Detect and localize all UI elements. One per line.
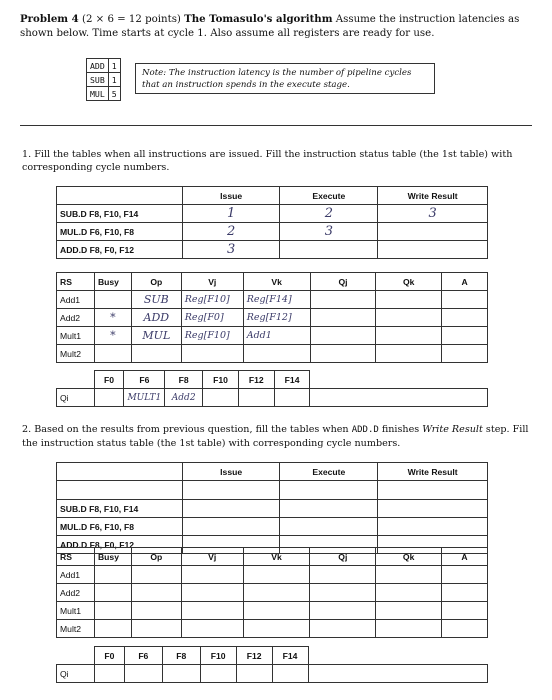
reg-header-f12: F12	[238, 371, 274, 389]
rs-header-vj: Vj	[181, 273, 243, 291]
rs-header-vk: Vk	[243, 273, 310, 291]
reg-header-f8: F8	[162, 647, 200, 665]
question-1	[22, 148, 537, 174]
rs-a[interactable]	[442, 291, 488, 309]
latency-op: SUB	[87, 73, 109, 87]
latency-row	[87, 73, 121, 87]
status-header-row	[57, 463, 488, 481]
rs-a[interactable]	[442, 566, 488, 584]
rs-name: Add2	[57, 584, 95, 602]
rs-op[interactable]: MUL	[131, 327, 181, 345]
rs-header-busy: Busy	[94, 548, 131, 566]
reg-qi-f8[interactable]	[162, 665, 200, 683]
problem-header	[20, 12, 540, 41]
rs-busy[interactable]	[94, 291, 131, 309]
rs-vk[interactable]: Reg[F12]	[243, 309, 310, 327]
rs-header-qj: Qj	[310, 548, 376, 566]
reg-header-spacer	[310, 371, 488, 389]
rs-vk[interactable]	[243, 584, 310, 602]
reg-header-spacer	[308, 647, 487, 665]
execute-cell[interactable]	[280, 518, 378, 536]
rs-vj[interactable]	[181, 620, 243, 638]
rs-qj[interactable]	[310, 309, 376, 327]
reg-qi-f14[interactable]	[272, 665, 308, 683]
write-result-cell[interactable]: 3	[378, 205, 488, 223]
rs-header-rs: RS	[57, 273, 95, 291]
reg-qi-extra	[308, 665, 487, 683]
rs-busy[interactable]: *	[94, 309, 131, 327]
q1-instruction-status-table	[56, 186, 488, 259]
status-header-blank	[57, 463, 183, 481]
q2-register-status-table	[56, 646, 488, 683]
question-2-code: ADD.D	[351, 425, 379, 435]
write-result-cell[interactable]	[378, 241, 488, 259]
instruction-cell: ADD.D F8, F0, F12	[57, 241, 183, 259]
status-row	[57, 241, 488, 259]
latency-table	[86, 58, 121, 101]
rs-row	[57, 620, 488, 638]
rs-row	[57, 584, 488, 602]
status-header-issue: Issue	[182, 187, 280, 205]
status-row	[57, 223, 488, 241]
rs-a[interactable]	[442, 620, 488, 638]
reg-header-f8: F8	[165, 371, 203, 389]
reg-qi-f0[interactable]	[94, 665, 124, 683]
status-header-execute: Execute	[280, 187, 378, 205]
rs-qk[interactable]	[376, 345, 442, 363]
reg-qi-f6[interactable]	[124, 665, 162, 683]
rs-qj[interactable]	[310, 345, 376, 363]
status-header-execute: Execute	[280, 463, 378, 481]
status-header-issue: Issue	[182, 463, 280, 481]
execute-cell[interactable]	[280, 241, 378, 259]
rs-name: Add1	[57, 566, 95, 584]
rs-header-op: Op	[131, 273, 181, 291]
problem-label: Problem 4	[20, 13, 79, 25]
rs-qk[interactable]	[376, 602, 442, 620]
rs-vj[interactable]	[181, 602, 243, 620]
status-row	[57, 481, 488, 500]
latency-op: MUL	[87, 87, 109, 101]
status-row	[57, 518, 488, 536]
problem-points: (2 × 6 = 12 points)	[81, 14, 181, 25]
latency-cycles: 1	[108, 73, 120, 87]
rs-row	[57, 309, 488, 327]
question-2-text-post: step. Fill the instruction status table (the 1st table) with corresponding cycle numbers.	[22, 424, 529, 449]
reg-header-f6: F6	[124, 647, 162, 665]
issue-cell[interactable]: 1	[182, 205, 280, 223]
latency-op: ADD	[87, 59, 109, 73]
rs-qj[interactable]	[310, 291, 376, 309]
latency-note: Note: The instruction latency is the number of pipeline cycles that an instruction spends in the execute stage.	[135, 63, 435, 94]
q2-instruction-status-table	[56, 462, 488, 554]
reg-qi-f12[interactable]	[238, 389, 274, 407]
question-2-number: 2.	[22, 424, 32, 435]
rs-a[interactable]	[442, 309, 488, 327]
rs-header-vj: Vj	[181, 548, 243, 566]
rs-name: Mult2	[57, 345, 95, 363]
write-result-cell[interactable]	[378, 518, 488, 536]
rs-a[interactable]	[442, 345, 488, 363]
rs-header-a: A	[442, 273, 488, 291]
rs-header-qj: Qj	[310, 273, 376, 291]
rs-vk[interactable]	[243, 602, 310, 620]
status-header-write-result: Write Result	[378, 463, 488, 481]
rs-row	[57, 345, 488, 363]
instruction-cell: SUB.D F8, F10, F14	[57, 500, 183, 518]
question-2-text-em: Write Result	[422, 424, 483, 435]
write-result-cell[interactable]	[378, 500, 488, 518]
rs-a[interactable]	[442, 584, 488, 602]
q1-register-status-table	[56, 370, 488, 407]
issue-cell[interactable]	[182, 500, 280, 518]
reg-qi-f6[interactable]: MULT1	[124, 389, 165, 407]
instruction-cell: MUL.D F6, F10, F8	[57, 518, 183, 536]
reg-header-f0: F0	[94, 647, 124, 665]
rs-a[interactable]	[442, 327, 488, 345]
rs-vj[interactable]: Reg[F10]	[181, 291, 243, 309]
instruction-cell: ADD.D F8, F0, F12	[57, 536, 183, 554]
execute-cell[interactable]: 2	[280, 205, 378, 223]
rs-qk[interactable]	[376, 620, 442, 638]
rs-row	[57, 327, 488, 345]
status-header-row	[57, 187, 488, 205]
reg-header-f14: F14	[274, 371, 310, 389]
status-header-write-result: Write Result	[378, 187, 488, 205]
rs-qj[interactable]	[310, 602, 376, 620]
execute-cell[interactable]: 3	[280, 223, 378, 241]
rs-vj[interactable]	[181, 566, 243, 584]
rs-row	[57, 566, 488, 584]
rs-op[interactable]: ADD	[131, 309, 181, 327]
rs-a[interactable]	[442, 602, 488, 620]
rs-qk[interactable]	[376, 566, 442, 584]
rs-header-busy: Busy	[94, 273, 131, 291]
rs-busy[interactable]: *	[94, 327, 131, 345]
rs-header-qk: Qk	[376, 548, 442, 566]
rs-qj[interactable]	[310, 566, 376, 584]
rs-vk[interactable]: Add1	[243, 327, 310, 345]
rs-qk[interactable]	[376, 584, 442, 602]
rs-qj[interactable]	[310, 620, 376, 638]
question-2-text-mid: finishes	[381, 424, 420, 435]
write-result-cell[interactable]	[378, 223, 488, 241]
rs-vk[interactable]	[243, 620, 310, 638]
instruction-cell: MUL.D F6, F10, F8	[57, 223, 183, 241]
rs-qk[interactable]	[376, 309, 442, 327]
status-header-blank	[57, 187, 183, 205]
reg-header-row	[57, 371, 488, 389]
rs-busy[interactable]	[94, 620, 131, 638]
reg-qi-f12[interactable]	[236, 665, 272, 683]
rs-vj[interactable]: Reg[F0]	[181, 309, 243, 327]
reg-header-row	[57, 647, 488, 665]
question-1-number: 1.	[22, 149, 32, 160]
rs-op[interactable]	[131, 602, 181, 620]
execute-cell[interactable]	[280, 500, 378, 518]
question-2	[22, 423, 537, 450]
rs-row	[57, 291, 488, 309]
latency-row	[87, 87, 121, 101]
rs-vj[interactable]: Reg[F10]	[181, 327, 243, 345]
rs-vk[interactable]	[243, 345, 310, 363]
reg-header-f12: F12	[236, 647, 272, 665]
reg-header-f14: F14	[272, 647, 308, 665]
rs-op[interactable]	[131, 620, 181, 638]
reg-header-f6: F6	[124, 371, 165, 389]
reg-qi-f8[interactable]: Add2	[165, 389, 203, 407]
reg-header-spacer	[57, 371, 95, 389]
rs-vj[interactable]	[181, 584, 243, 602]
reg-qi-row	[57, 665, 488, 683]
rs-vk[interactable]	[243, 566, 310, 584]
rs-header-rs: RS	[57, 548, 95, 566]
rs-header-vk: Vk	[243, 548, 310, 566]
rs-name: Mult1	[57, 327, 95, 345]
reg-header-f10: F10	[200, 647, 236, 665]
reg-header-spacer	[57, 647, 95, 665]
status-row	[57, 205, 488, 223]
q2-reservation-station-table	[56, 547, 488, 638]
rs-qj[interactable]	[310, 584, 376, 602]
status-row	[57, 500, 488, 518]
reg-qi-f10[interactable]	[200, 665, 236, 683]
rs-name: Add1	[57, 291, 95, 309]
rs-header-row	[57, 273, 488, 291]
rs-busy[interactable]	[94, 584, 131, 602]
issue-cell[interactable]: 2	[182, 223, 280, 241]
issue-cell[interactable]	[182, 518, 280, 536]
rs-name: Add2	[57, 309, 95, 327]
reg-header-f10: F10	[203, 371, 239, 389]
rs-header-row	[57, 548, 488, 566]
rs-header-qk: Qk	[376, 273, 442, 291]
rs-qj[interactable]	[310, 327, 376, 345]
reg-qi-extra	[310, 389, 488, 407]
rs-vk[interactable]: Reg[F14]	[243, 291, 310, 309]
rs-op[interactable]	[131, 566, 181, 584]
rs-busy[interactable]	[94, 345, 131, 363]
reg-row-label: Qi	[57, 665, 95, 683]
rs-op[interactable]	[131, 584, 181, 602]
q1-reservation-station-table	[56, 272, 488, 363]
question-2-text-pre: Based on the results from previous question, fill the tables when	[34, 424, 349, 435]
rs-name: Mult2	[57, 620, 95, 638]
rs-busy[interactable]	[94, 566, 131, 584]
rs-op[interactable]: SUB	[131, 291, 181, 309]
problem-title: The Tomasulo's algorithm	[184, 13, 333, 25]
reg-qi-row	[57, 389, 488, 407]
latency-cycles: 1	[108, 59, 120, 73]
latency-cycles: 5	[108, 87, 120, 101]
rs-qk[interactable]	[376, 291, 442, 309]
question-1-text: Fill the tables when all instructions are issued. Fill the instruction status table (the 1st table) with corresponding cycle numbers.	[22, 149, 513, 173]
rs-busy[interactable]	[94, 602, 131, 620]
reg-qi-f14[interactable]	[274, 389, 310, 407]
issue-cell[interactable]: 3	[182, 241, 280, 259]
rs-name: Mult1	[57, 602, 95, 620]
rs-header-op: Op	[131, 548, 181, 566]
reg-header-f0: F0	[94, 371, 124, 389]
rs-vj[interactable]	[181, 345, 243, 363]
section-divider	[20, 125, 532, 126]
instruction-cell: SUB.D F8, F10, F14	[57, 205, 183, 223]
reg-row-label: Qi	[57, 389, 95, 407]
rs-header-a: A	[442, 548, 488, 566]
rs-op[interactable]	[131, 345, 181, 363]
rs-qk[interactable]	[376, 327, 442, 345]
reg-qi-f10[interactable]	[203, 389, 239, 407]
rs-row	[57, 602, 488, 620]
reg-qi-f0[interactable]	[94, 389, 124, 407]
latency-row	[87, 59, 121, 73]
problem-intro: Assume the instruction latencies as shown below. Time starts at cycle 1. Also assume all registers are ready for use.	[20, 14, 520, 39]
